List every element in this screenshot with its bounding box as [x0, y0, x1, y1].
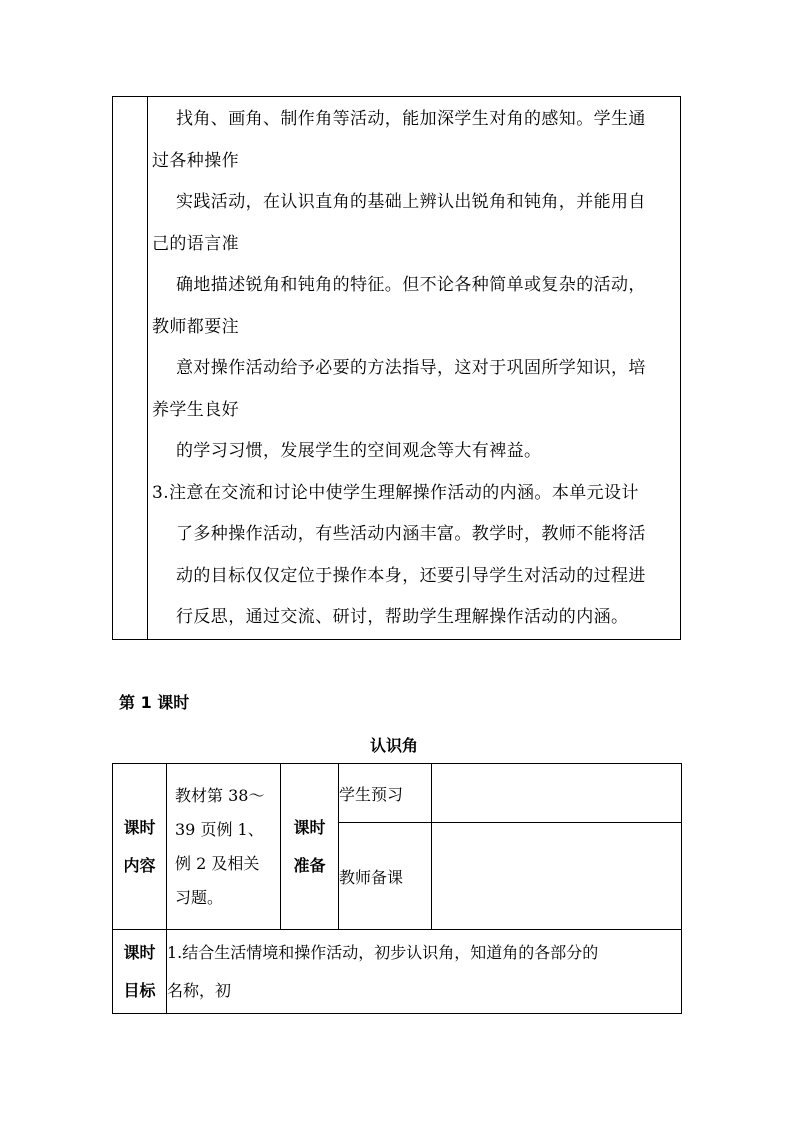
content-text-line: 39 页例 1、	[175, 819, 264, 839]
goal-line: 名称，初	[167, 980, 232, 1000]
lesson-table	[112, 763, 682, 1014]
goal-line: 1.结合生活情境和操作活动，初步认识角，知道角的各部分的	[167, 942, 599, 962]
paragraph-line: 教师都要注	[152, 316, 239, 337]
prep-label: 课时	[293, 817, 326, 837]
teacher-prep-label: 教师备课	[339, 823, 432, 930]
paragraph-line: 确地描述锐角和钝角的特征。但不论各种简单或复杂的活动，	[176, 275, 646, 295]
content-text-line: 例 2 及相关	[175, 853, 260, 873]
lesson-title: 认识角	[370, 736, 419, 755]
goal-text-cell	[167, 930, 682, 1014]
body-text-cell	[148, 97, 681, 640]
goal-label-cell	[113, 930, 167, 1014]
numbered-item-line: 3.注意在交流和讨论中使学生理解操作活动的内涵。本单元设计	[152, 482, 639, 503]
student-prep-label: 学生预习	[339, 764, 432, 823]
left-blank-cell	[113, 97, 148, 640]
content-label: 课时	[123, 817, 156, 837]
paragraph-line: 养学生良好	[152, 399, 239, 420]
prep-label-cell	[281, 764, 339, 930]
content-text-line: 习题。	[175, 887, 224, 907]
paragraph-line: 过各种操作	[152, 150, 239, 171]
teacher-prep-value	[432, 823, 682, 930]
content-text-line: 教材第 38～	[175, 785, 265, 805]
numbered-item-line: 动的目标仅仅定位于操作本身，还要引导学生对活动的过程进	[176, 565, 646, 586]
lesson-heading: 第 1 课时	[119, 693, 190, 712]
numbered-item-line: 行反思，通过交流、研讨，帮助学生理解操作活动的内涵。	[176, 607, 629, 627]
paragraph-line: 实践活动，在认识直角的基础上辨认出锐角和钝角，并能用自	[176, 192, 646, 212]
paragraph-line: 找角、画角、制作角等活动，能加深学生对角的感知。学生通	[176, 109, 646, 129]
paragraph-line: 的学习习惯，发展学生的空间观念等大有裨益。	[176, 441, 542, 461]
prep-label: 准备	[293, 855, 326, 875]
paragraph-line: 意对操作活动给予必要的方法指导，这对于巩固所学知识，培	[176, 358, 646, 378]
numbered-item-line: 了多种操作活动，有些活动内涵丰富。教学时，教师不能将活	[176, 524, 646, 544]
paragraph-line: 己的语言准	[152, 233, 239, 254]
content-text-cell	[167, 764, 281, 930]
student-prep-value	[432, 764, 682, 823]
goal-label: 目标	[123, 980, 156, 1000]
goal-label: 课时	[123, 942, 156, 962]
content-label: 内容	[123, 855, 156, 875]
content-label-cell	[113, 764, 167, 930]
content-table	[112, 96, 681, 640]
